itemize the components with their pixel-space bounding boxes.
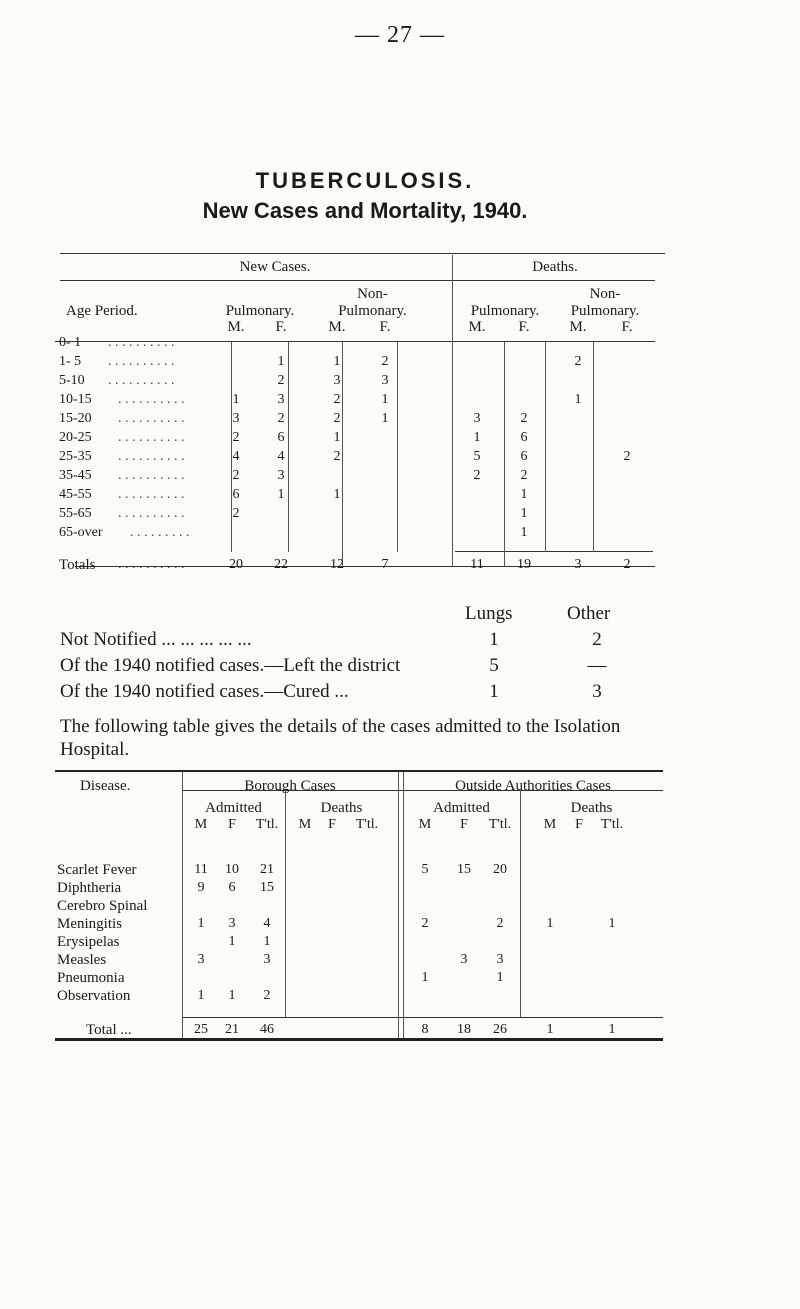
note-other: 2 bbox=[592, 629, 602, 650]
deaths-header: Deaths bbox=[570, 800, 613, 816]
iso-subheader: F bbox=[460, 817, 468, 832]
other-header: Other bbox=[567, 603, 611, 624]
iso-cell: 3 bbox=[460, 952, 468, 967]
iso-total-cell: 26 bbox=[493, 1022, 507, 1037]
iso-cell: 20 bbox=[493, 862, 507, 877]
iso-subheader: F bbox=[328, 817, 336, 832]
tb-cell: 2 bbox=[520, 411, 528, 426]
tb-cell: 2 bbox=[232, 506, 240, 521]
tb-cell: 1 bbox=[277, 354, 285, 369]
disease-label: Scarlet Fever bbox=[57, 862, 137, 878]
tb-total-cell: 22 bbox=[274, 557, 288, 572]
iso-cell: 1 bbox=[608, 916, 616, 931]
sub-f: F. bbox=[518, 319, 530, 335]
tb-cell: 4 bbox=[232, 449, 240, 464]
disease-label: Measles bbox=[57, 952, 107, 968]
tb-total-cell: 12 bbox=[330, 557, 344, 572]
tb-cell: 2 bbox=[333, 392, 341, 407]
page-subtitle: New Cases and Mortality, 1940. bbox=[202, 198, 528, 223]
iso-cell: 1 bbox=[263, 934, 271, 949]
iso-cell: 1 bbox=[421, 970, 429, 985]
age-label: 45-55 bbox=[59, 487, 92, 502]
disease-label: Meningitis bbox=[57, 916, 123, 932]
sub-m: M. bbox=[227, 319, 245, 335]
iso-cell: 4 bbox=[263, 916, 271, 931]
tb-cell: 6 bbox=[277, 430, 285, 445]
tb-total-cell: 7 bbox=[381, 557, 389, 572]
iso-cell: 15 bbox=[260, 880, 274, 895]
iso-subheader: T'tl. bbox=[488, 817, 512, 832]
tb-cell: 2 bbox=[520, 468, 528, 483]
iso-cell: 3 bbox=[263, 952, 271, 967]
note-label: Of the 1940 notified cases.—Cured ... bbox=[60, 681, 349, 702]
tb-cell: 1 bbox=[520, 506, 528, 521]
tb-total-cell: 2 bbox=[623, 557, 631, 572]
dot-leader: . . . . . . . . . . bbox=[118, 557, 185, 572]
iso-cell: 1 bbox=[228, 988, 236, 1003]
dot-leader: . . . . . . . . . . bbox=[118, 392, 185, 407]
lungs-header: Lungs bbox=[465, 603, 513, 624]
disease-label: Erysipelas bbox=[57, 934, 120, 950]
iso-cell: 2 bbox=[496, 916, 504, 931]
deaths-header: Deaths bbox=[320, 800, 363, 816]
age-label: 0- 1 bbox=[59, 335, 82, 350]
iso-subheader: T'tl. bbox=[600, 817, 624, 832]
note-other: — bbox=[587, 655, 607, 676]
tb-cell: 3 bbox=[277, 468, 285, 483]
tb-cell: 3 bbox=[381, 373, 389, 388]
tb-cell: 1 bbox=[277, 487, 285, 502]
deaths-header: Deaths. bbox=[532, 259, 578, 275]
disease-label: Observation bbox=[57, 988, 131, 1004]
sub-m: M. bbox=[569, 319, 587, 335]
note-lungs: 1 bbox=[489, 629, 499, 650]
iso-cell: 10 bbox=[225, 862, 239, 877]
intro-paragraph: The following table gives the details of the cases admitted to the Isolation Hospital. bbox=[60, 716, 621, 760]
iso-cell: 3 bbox=[197, 952, 205, 967]
iso-cell: 1 bbox=[197, 988, 205, 1003]
tb-cell: 2 bbox=[232, 468, 240, 483]
tb-cell: 2 bbox=[574, 354, 582, 369]
iso-subheader: T'tl. bbox=[355, 817, 379, 832]
dot-leader: . . . . . . . . . . bbox=[118, 449, 185, 464]
tb-cell: 2 bbox=[277, 411, 285, 426]
iso-cell: 11 bbox=[194, 862, 208, 877]
tb-cell: 6 bbox=[520, 449, 528, 464]
deaths-pulmonary-header: Pulmonary. bbox=[470, 303, 540, 319]
tb-cell: 2 bbox=[232, 430, 240, 445]
sub-m: M. bbox=[468, 319, 486, 335]
age-label: 20-25 bbox=[59, 430, 92, 445]
non-pulmonary-header-bottom: Pulmonary. bbox=[338, 303, 407, 319]
total-label: Total ... bbox=[86, 1022, 132, 1038]
note-lungs: 5 bbox=[489, 655, 499, 676]
age-label: 1- 5 bbox=[59, 354, 82, 369]
iso-total-cell: 1 bbox=[608, 1022, 616, 1037]
tb-cell: 2 bbox=[623, 449, 631, 464]
tb-cell: 1 bbox=[381, 392, 389, 407]
tb-cell: 3 bbox=[473, 411, 481, 426]
tb-cell: 2 bbox=[333, 411, 341, 426]
tb-cell: 2 bbox=[333, 449, 341, 464]
note-other: 3 bbox=[592, 681, 602, 702]
iso-subheader: F bbox=[575, 817, 583, 832]
disease-label: Pneumonia bbox=[57, 970, 125, 986]
iso-total-cell: 8 bbox=[421, 1022, 429, 1037]
iso-cell: 1 bbox=[228, 934, 236, 949]
borough-header: Borough Cases bbox=[244, 778, 336, 794]
disease-header: Disease. bbox=[80, 778, 131, 794]
iso-cell: 2 bbox=[263, 988, 271, 1003]
non-pulmonary-header-top: Non- bbox=[357, 286, 388, 302]
deaths-non-pulmonary-header-bottom: Pulmonary. bbox=[570, 303, 640, 319]
iso-total-cell: 25 bbox=[194, 1022, 208, 1037]
tb-total-cell: 11 bbox=[470, 557, 484, 572]
tb-cell: 2 bbox=[473, 468, 481, 483]
iso-cell: 21 bbox=[260, 862, 274, 877]
age-label: 55-65 bbox=[59, 506, 92, 521]
dot-leader: . . . . . . . . . . bbox=[108, 335, 175, 350]
disease-label: Cerebro Spinal bbox=[57, 898, 148, 914]
iso-cell: 15 bbox=[457, 862, 471, 877]
iso-subheader: F bbox=[228, 817, 236, 832]
iso-subheader: M bbox=[543, 817, 557, 832]
tb-cell: 1 bbox=[333, 430, 341, 445]
note-label: Of the 1940 notified cases.—Left the district bbox=[60, 655, 401, 676]
dot-leader: . . . . . . . . . . bbox=[118, 411, 185, 426]
tb-cell: 6 bbox=[232, 487, 240, 502]
sub-f: F. bbox=[275, 319, 287, 335]
tb-cell: 1 bbox=[333, 354, 341, 369]
tb-total-cell: 20 bbox=[229, 557, 243, 572]
iso-cell: 1 bbox=[496, 970, 504, 985]
disease-label: Diphtheria bbox=[57, 880, 122, 896]
sub-m: M. bbox=[328, 319, 346, 335]
dot-leader: . . . . . . . . . . bbox=[118, 468, 185, 483]
page-number: — 27 — bbox=[355, 22, 445, 48]
deaths-non-pulmonary-header-top: Non- bbox=[589, 286, 621, 302]
iso-subheader: M bbox=[298, 817, 312, 832]
tb-cell: 1 bbox=[520, 525, 528, 540]
iso-cell: 1 bbox=[546, 916, 554, 931]
iso-subheader: M bbox=[194, 817, 208, 832]
age-label: 35-45 bbox=[59, 468, 92, 483]
iso-total-cell: 21 bbox=[225, 1022, 239, 1037]
tb-cell: 3 bbox=[277, 392, 285, 407]
outside-header: Outside Authorities Cases bbox=[455, 778, 611, 794]
pulmonary-header: Pulmonary. bbox=[225, 303, 295, 319]
tb-cell: 4 bbox=[277, 449, 285, 464]
tb-cell: 1 bbox=[473, 430, 481, 445]
age-label: 25-35 bbox=[59, 449, 92, 464]
tb-cell: 2 bbox=[381, 354, 389, 369]
iso-cell: 2 bbox=[421, 916, 429, 931]
iso-subheader: T'tl. bbox=[255, 817, 279, 832]
tb-cell: 6 bbox=[520, 430, 528, 445]
iso-total-cell: 1 bbox=[546, 1022, 554, 1037]
age-period-header: Age Period. bbox=[66, 303, 138, 319]
note-lungs: 1 bbox=[489, 681, 499, 702]
tb-cell: 1 bbox=[381, 411, 389, 426]
tb-cell: 3 bbox=[333, 373, 341, 388]
dot-leader: . . . . . . . . . . bbox=[108, 373, 175, 388]
iso-cell: 5 bbox=[421, 862, 429, 877]
age-label: 5-10 bbox=[59, 373, 85, 388]
age-label: 15-20 bbox=[59, 411, 92, 426]
dot-leader: . . . . . . . . . bbox=[130, 525, 190, 540]
iso-cell: 1 bbox=[197, 916, 205, 931]
sub-f: F. bbox=[379, 319, 391, 335]
tb-cell: 5 bbox=[473, 449, 481, 464]
iso-cell: 3 bbox=[228, 916, 236, 931]
tb-cell: 1 bbox=[574, 392, 582, 407]
tb-cell: 2 bbox=[277, 373, 285, 388]
tb-cell: 1 bbox=[520, 487, 528, 502]
dot-leader: . . . . . . . . . . bbox=[108, 354, 175, 369]
iso-cell: 6 bbox=[228, 880, 236, 895]
dot-leader: . . . . . . . . . . bbox=[118, 506, 185, 521]
tb-cell: 3 bbox=[232, 411, 240, 426]
totals-label: Totals bbox=[59, 557, 96, 573]
page-title: TUBERCULOSIS. bbox=[255, 168, 475, 193]
tb-cell: 1 bbox=[232, 392, 240, 407]
note-label: Not Notified ... ... ... ... ... bbox=[60, 629, 252, 650]
iso-total-cell: 46 bbox=[260, 1022, 274, 1037]
sub-f: F. bbox=[621, 319, 633, 335]
age-label: 10-15 bbox=[59, 392, 92, 407]
new-cases-header: New Cases. bbox=[239, 259, 311, 275]
admitted-header: Admitted bbox=[433, 800, 490, 816]
tb-cell: 1 bbox=[333, 487, 341, 502]
admitted-header: Admitted bbox=[205, 800, 262, 816]
age-label: 65-over bbox=[59, 525, 103, 540]
dot-leader: . . . . . . . . . . bbox=[118, 430, 185, 445]
iso-subheader: M bbox=[418, 817, 432, 832]
iso-cell: 3 bbox=[496, 952, 504, 967]
iso-cell: 9 bbox=[197, 880, 205, 895]
tb-total-cell: 19 bbox=[517, 557, 531, 572]
dot-leader: . . . . . . . . . . bbox=[118, 487, 185, 502]
tb-total-cell: 3 bbox=[574, 557, 582, 572]
iso-total-cell: 18 bbox=[457, 1022, 471, 1037]
